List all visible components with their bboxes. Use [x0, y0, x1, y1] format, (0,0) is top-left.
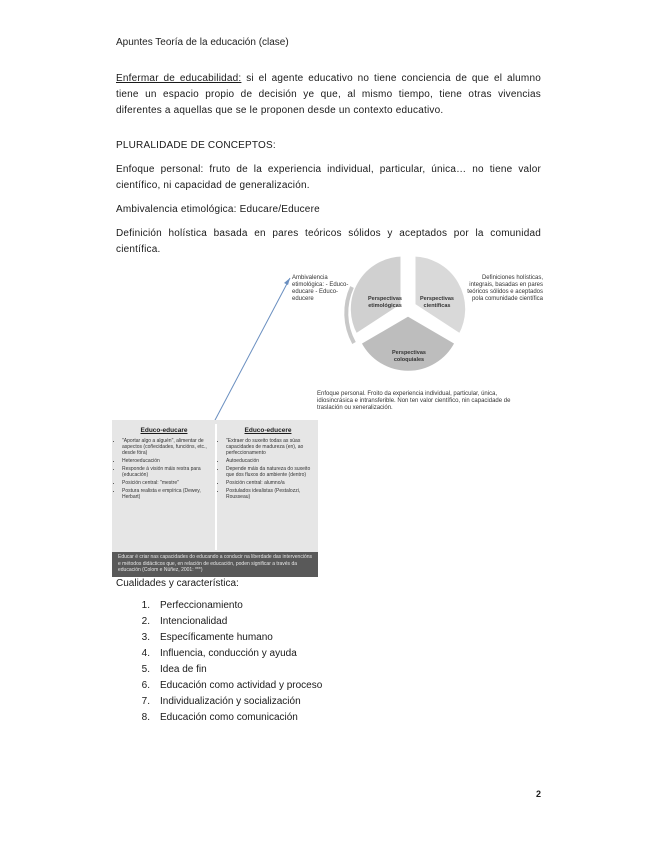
educare-educere-table — [112, 420, 318, 577]
list-item — [116, 710, 516, 726]
list-item: • Posición central: "mestre" — [122, 480, 214, 486]
item-text: Educación como comunicación — [160, 712, 298, 723]
list-item: • Autoeducación — [226, 458, 318, 464]
item-text: Perfeccionamiento — [160, 600, 243, 611]
list-item: • Postulados idealistas (Pestalozzi, Rousseau) — [226, 488, 318, 500]
qualities-title: Cualidades y característica: — [116, 578, 239, 589]
paragraph-enfoque-personal: Enfoque personal: fruto de la experiencia individual, particular, única… no tiene valor científico, ni capacidad de generalización. — [116, 164, 541, 191]
item-text: Individualización y socialización — [160, 696, 301, 707]
item-number: 6. — [141, 680, 150, 691]
list-item: • "Extraer do suxeito todas as súas capacidades de madureza (en), ao perfeccionamento — [226, 438, 318, 456]
segment-label-etimologicas: Perspectivas etimológicas — [368, 296, 402, 309]
item-number: 8. — [141, 712, 150, 723]
list-educare — [114, 438, 214, 500]
item-text: Influencia, conducción y ayuda — [160, 648, 297, 659]
list-item: • Heteroeducación — [122, 458, 214, 464]
list-item — [116, 678, 516, 694]
list-item — [116, 630, 516, 646]
item-text: Intencionalidad — [160, 616, 228, 627]
list-item: • Depende máis da natureza do suxeito que dos fluxos do ambiente (dentro) — [226, 466, 318, 478]
list-item — [116, 662, 516, 678]
note-ambivalencia: Ambivalencia etimológica: - Educo-educare - Educo-educere — [292, 275, 349, 302]
table-column-educere — [218, 426, 318, 536]
item-number: 1. — [141, 600, 150, 611]
item-number: 2. — [141, 616, 150, 627]
note-definiciones: Definiciones holísticas, integrais, basadas en pares teóricos sólidos e aceptados pola comunidade científica — [467, 275, 543, 302]
item-number: 4. — [141, 648, 150, 659]
item-text: Idea de fin — [160, 664, 207, 675]
segment-label-coloquiales: Perspectivas coloquiales — [392, 350, 426, 363]
item-number: 7. — [141, 696, 150, 707]
list-item: • "Aportar algo a alguén", alimentar de aspectos (coñecidades, funcións, etc., desde fóra) — [122, 438, 214, 456]
item-text: Específicamente humano — [160, 632, 273, 643]
item-number: 3. — [141, 632, 150, 643]
column-title-educare: Educo-educare — [140, 427, 188, 434]
pointer-arrow-line — [214, 278, 290, 422]
pointer-arrow-head — [284, 278, 290, 285]
list-item — [116, 694, 516, 710]
list-item: • Posición central: alumno/a — [226, 480, 318, 486]
item-text: Educación como actividad y proceso — [160, 680, 323, 691]
list-item: • Postura realista e empírica (Dewey, Herbart) — [122, 488, 214, 500]
paragraph-ambivalencia: Ambivalencia etimológica: Educare/Educere — [116, 204, 320, 215]
term-educabilidad: Enfermar de educabilidad: — [116, 73, 242, 84]
definition-educabilidad: si el agente educativo no tiene conciencia de que el alumno tiene un espacio propio de decisión ye que, al mismo tiempo, tiene otras vivencias diferentes a aquellas que se le proponen desde un contexto educativo. — [116, 73, 541, 116]
list-item — [116, 598, 516, 614]
segment-label-cientificas: Perspectivas científicas — [420, 296, 454, 309]
table-footer-quote: Educar é criar nas capacidades do educando a conducir na liberdade das intervencións e métodos didácticos que, en relación de educación, poden significar a través da educación (Colom e Núñez, 2001: ***) — [112, 552, 318, 577]
list-item: • Responde á visión máis restra para (educación) — [122, 466, 214, 478]
concepts-diagram — [112, 254, 544, 577]
heading-pluralidade: PLURALIDADE DE CONCEPTOS: — [116, 140, 276, 151]
page-header: Apuntes Teoría de la educación (clase) — [116, 37, 289, 48]
column-title-educere: Educo-educere — [244, 427, 292, 434]
paragraph-definicion-holistica: Definición holística basada en pares teóricos sólidos y aceptados por la comunidad científica. — [116, 228, 541, 255]
item-number: 5. — [141, 664, 150, 675]
paragraph-educabilidad — [116, 71, 541, 119]
list-item — [116, 614, 516, 630]
list-item — [116, 646, 516, 662]
qualities-list — [116, 598, 516, 726]
note-enfoque-personal: Enfoque personal. Froito da experiencia individual, particular, única, idiosincrásica e intransferible. Non ten valor científico, nin capacidade de traslación ou xeneralización. — [317, 391, 511, 411]
page-number: 2 — [536, 789, 542, 799]
table-column-educare — [114, 426, 214, 536]
list-educere — [218, 438, 318, 500]
